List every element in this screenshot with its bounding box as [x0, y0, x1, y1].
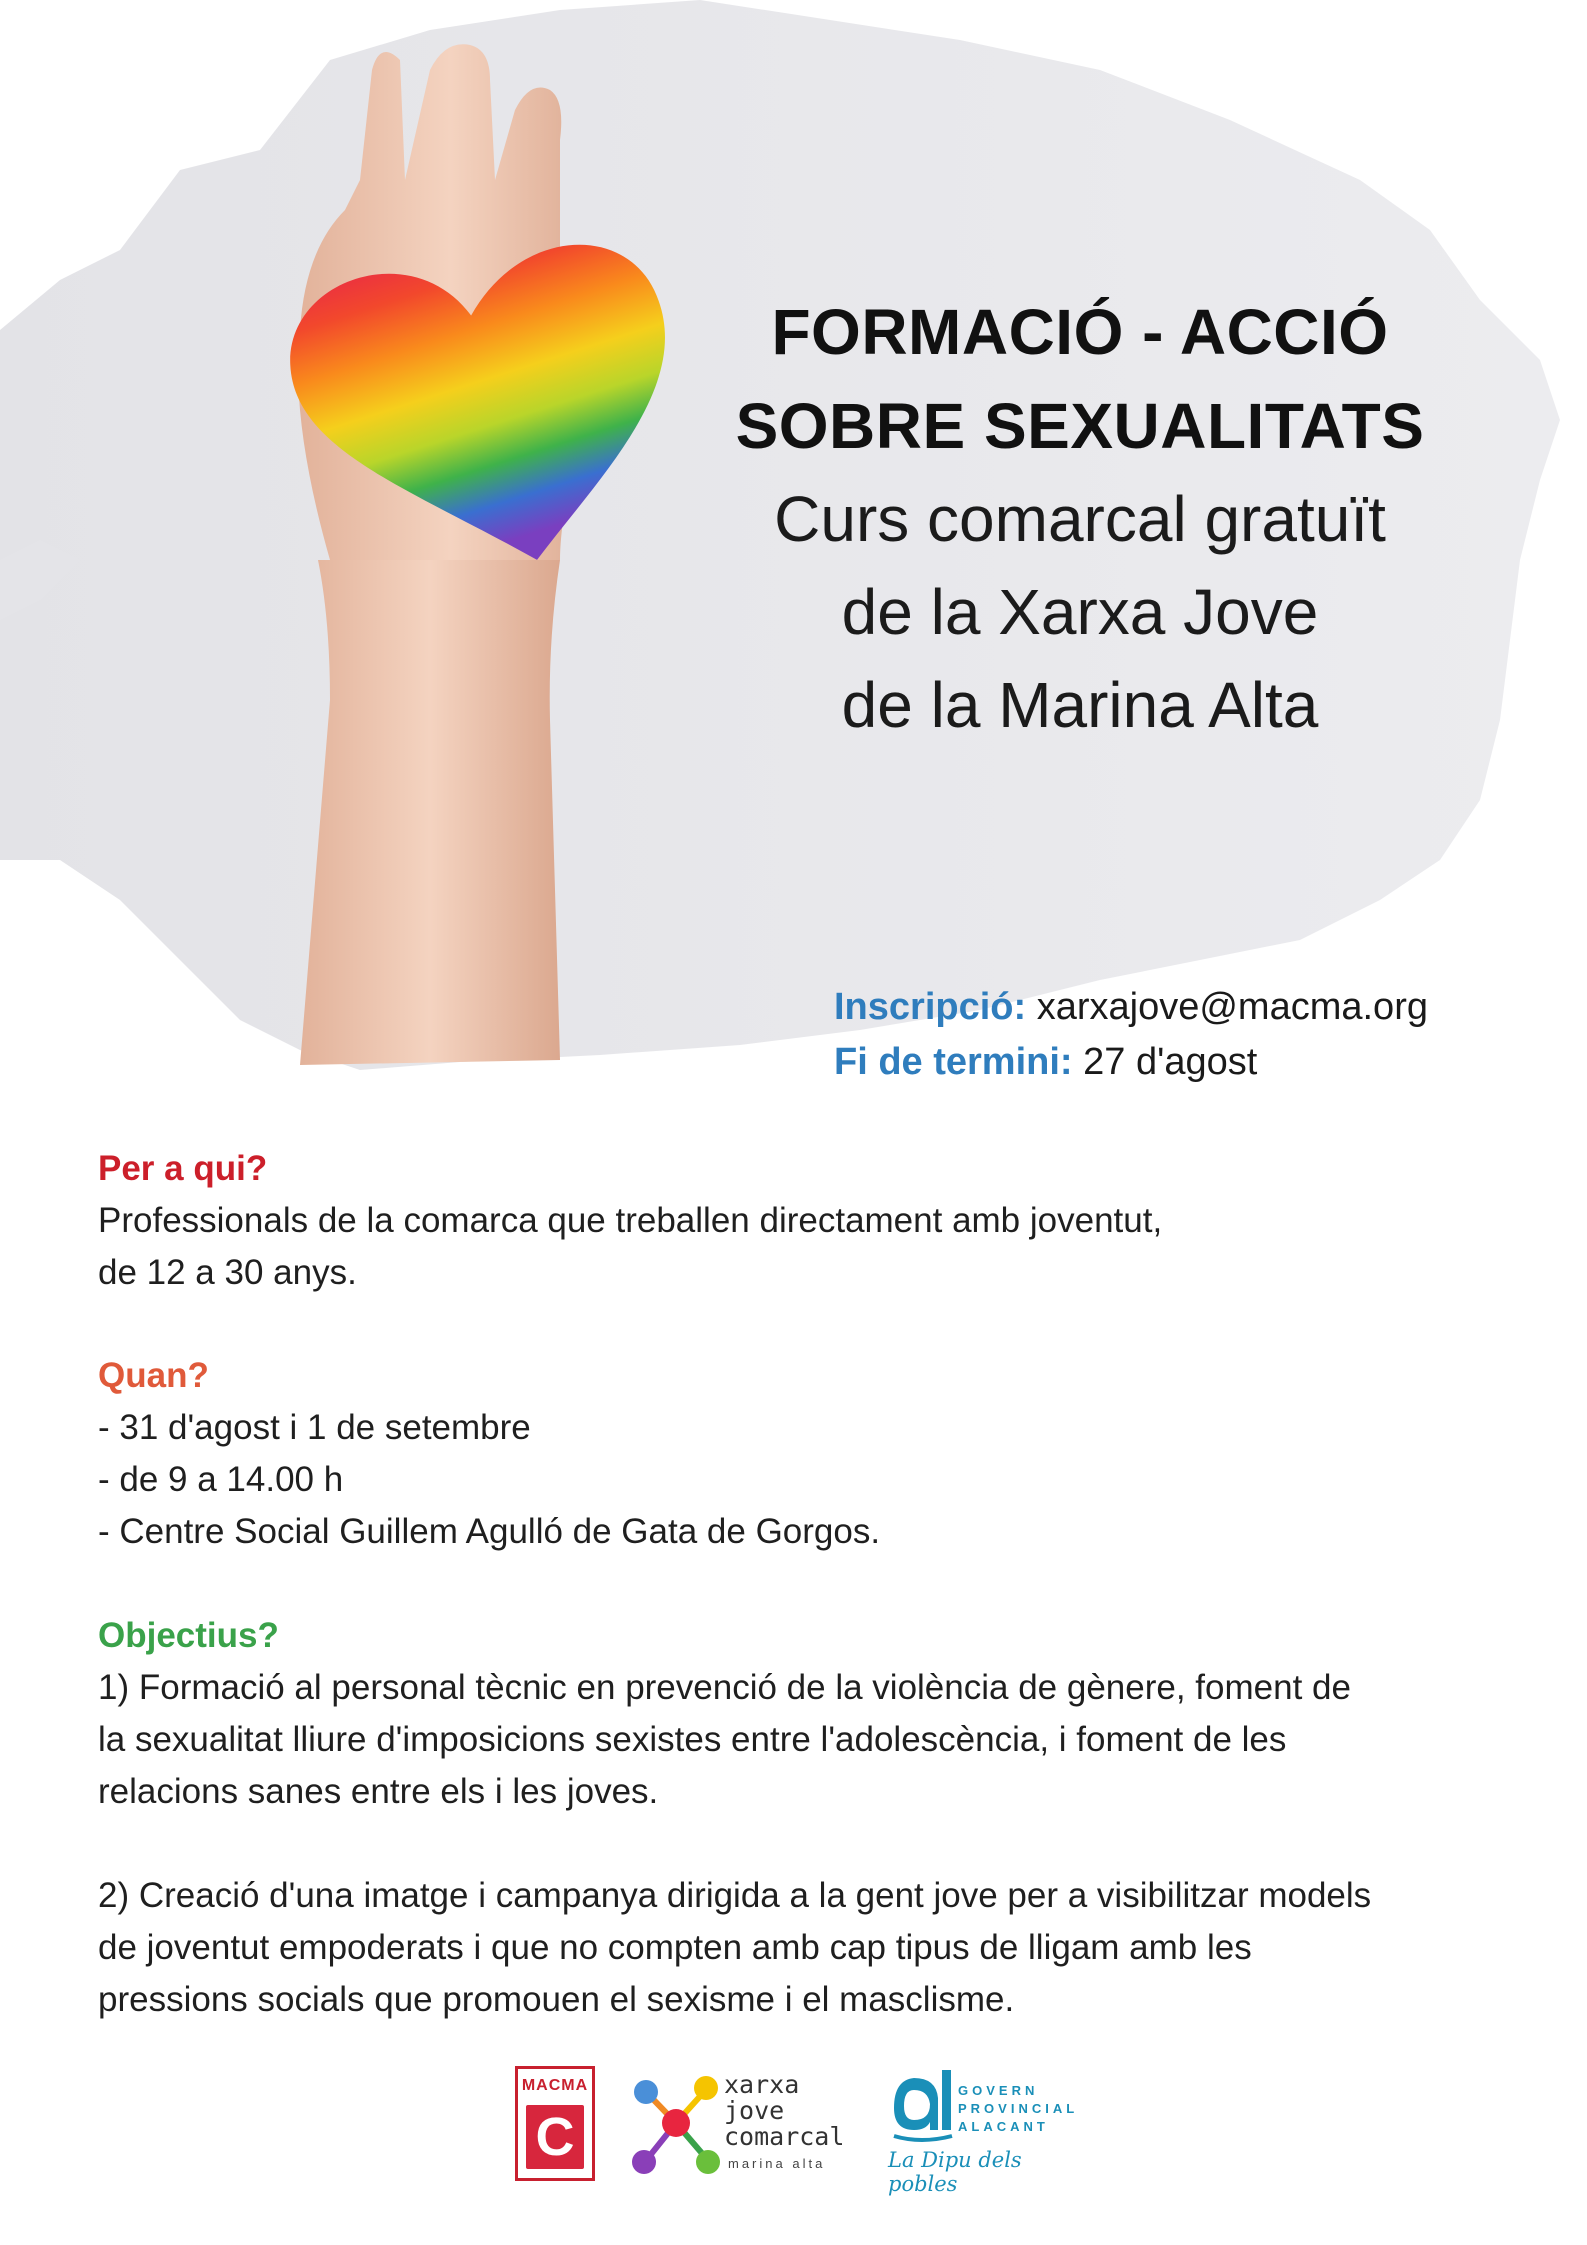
objective-1-line: la sexualitat lliure d'imposicions sexistes entre l'adolescència, i foment de les [98, 1720, 1287, 1759]
inscription-label: Inscripció: [834, 986, 1027, 1028]
macma-logo-letter: C [526, 2105, 584, 2169]
section-objectives [98, 1610, 1518, 2026]
when-item: - de 9 a 14.00 h [98, 1460, 344, 1499]
subtitle-line-1: Curs comarcal gratuït [774, 483, 1386, 555]
subtitle-line-2: de la Xarxa Jove [841, 576, 1319, 648]
xarxa-network-icon [628, 2068, 723, 2180]
title-block [640, 285, 1520, 752]
dipu-al-icon [886, 2068, 956, 2146]
subtitle-line-3: de la Marina Alta [841, 669, 1319, 741]
title-line-2: SOBRE SEXUALITATS [735, 390, 1425, 462]
who-line-1: Professionals de la comarca que treballen directament amb joventut, [98, 1201, 1163, 1240]
deadline-row [834, 1035, 1428, 1090]
deadline-label: Fi de termini: [834, 1041, 1073, 1083]
deadline-value: 27 d'agost [1083, 1041, 1258, 1083]
provincial-text: PROVINCIAL [958, 2101, 1079, 2116]
comarcal-word: comarcal [724, 2122, 845, 2151]
inscription-email[interactable]: xarxajove@macma.org [1036, 986, 1428, 1028]
macma-logo-text: MACMA [521, 2077, 589, 2094]
registration-info [834, 980, 1428, 1090]
macma-logo [515, 2066, 595, 2181]
when-item: - 31 d'agost i 1 de setembre [98, 1408, 531, 1447]
marina-alta-text: marina alta [728, 2156, 826, 2171]
objective-2-line: pressions socials que promouen el sexisme i el masclisme. [98, 1980, 1015, 2019]
xarxa-jove-logo [628, 2068, 843, 2180]
when-item: - Centre Social Guillem Agulló de Gata de Gorgos. [98, 1512, 881, 1551]
section-who [98, 1143, 1518, 1299]
jove-word: jove [724, 2096, 785, 2125]
who-line-2: de 12 a 30 anys. [98, 1253, 357, 1292]
govern-text: GOVERN [958, 2083, 1039, 2098]
alacant-text: ALACANT [958, 2119, 1049, 2134]
title-line-1: FORMACIÓ - ACCIÓ [771, 296, 1389, 368]
sponsor-logos [0, 2060, 1587, 2196]
section-when [98, 1350, 1518, 1558]
objective-2-line: 2) Creació d'una imatge i campanya dirigida a la gent jove per a visibilitzar models [98, 1876, 1372, 1915]
when-heading: Quan? [98, 1356, 209, 1395]
objective-1-line: 1) Formació al personal tècnic en prevenció de la violència de gènere, foment de [98, 1668, 1351, 1707]
objectives-heading: Objectius? [98, 1616, 279, 1655]
dipu-slogan: La Dipu dels pobles [888, 2148, 1022, 2196]
objective-2-line: de joventut empoderats i que no compten amb cap tipus de lligam amb les [98, 1928, 1252, 1967]
inscription-row [834, 980, 1428, 1035]
who-heading: Per a qui? [98, 1149, 268, 1188]
xarxa-word: xarxa [724, 2070, 800, 2099]
objective-1-line: relacions sanes entre els i les joves. [98, 1772, 659, 1811]
diputacio-logo [886, 2068, 1086, 2196]
